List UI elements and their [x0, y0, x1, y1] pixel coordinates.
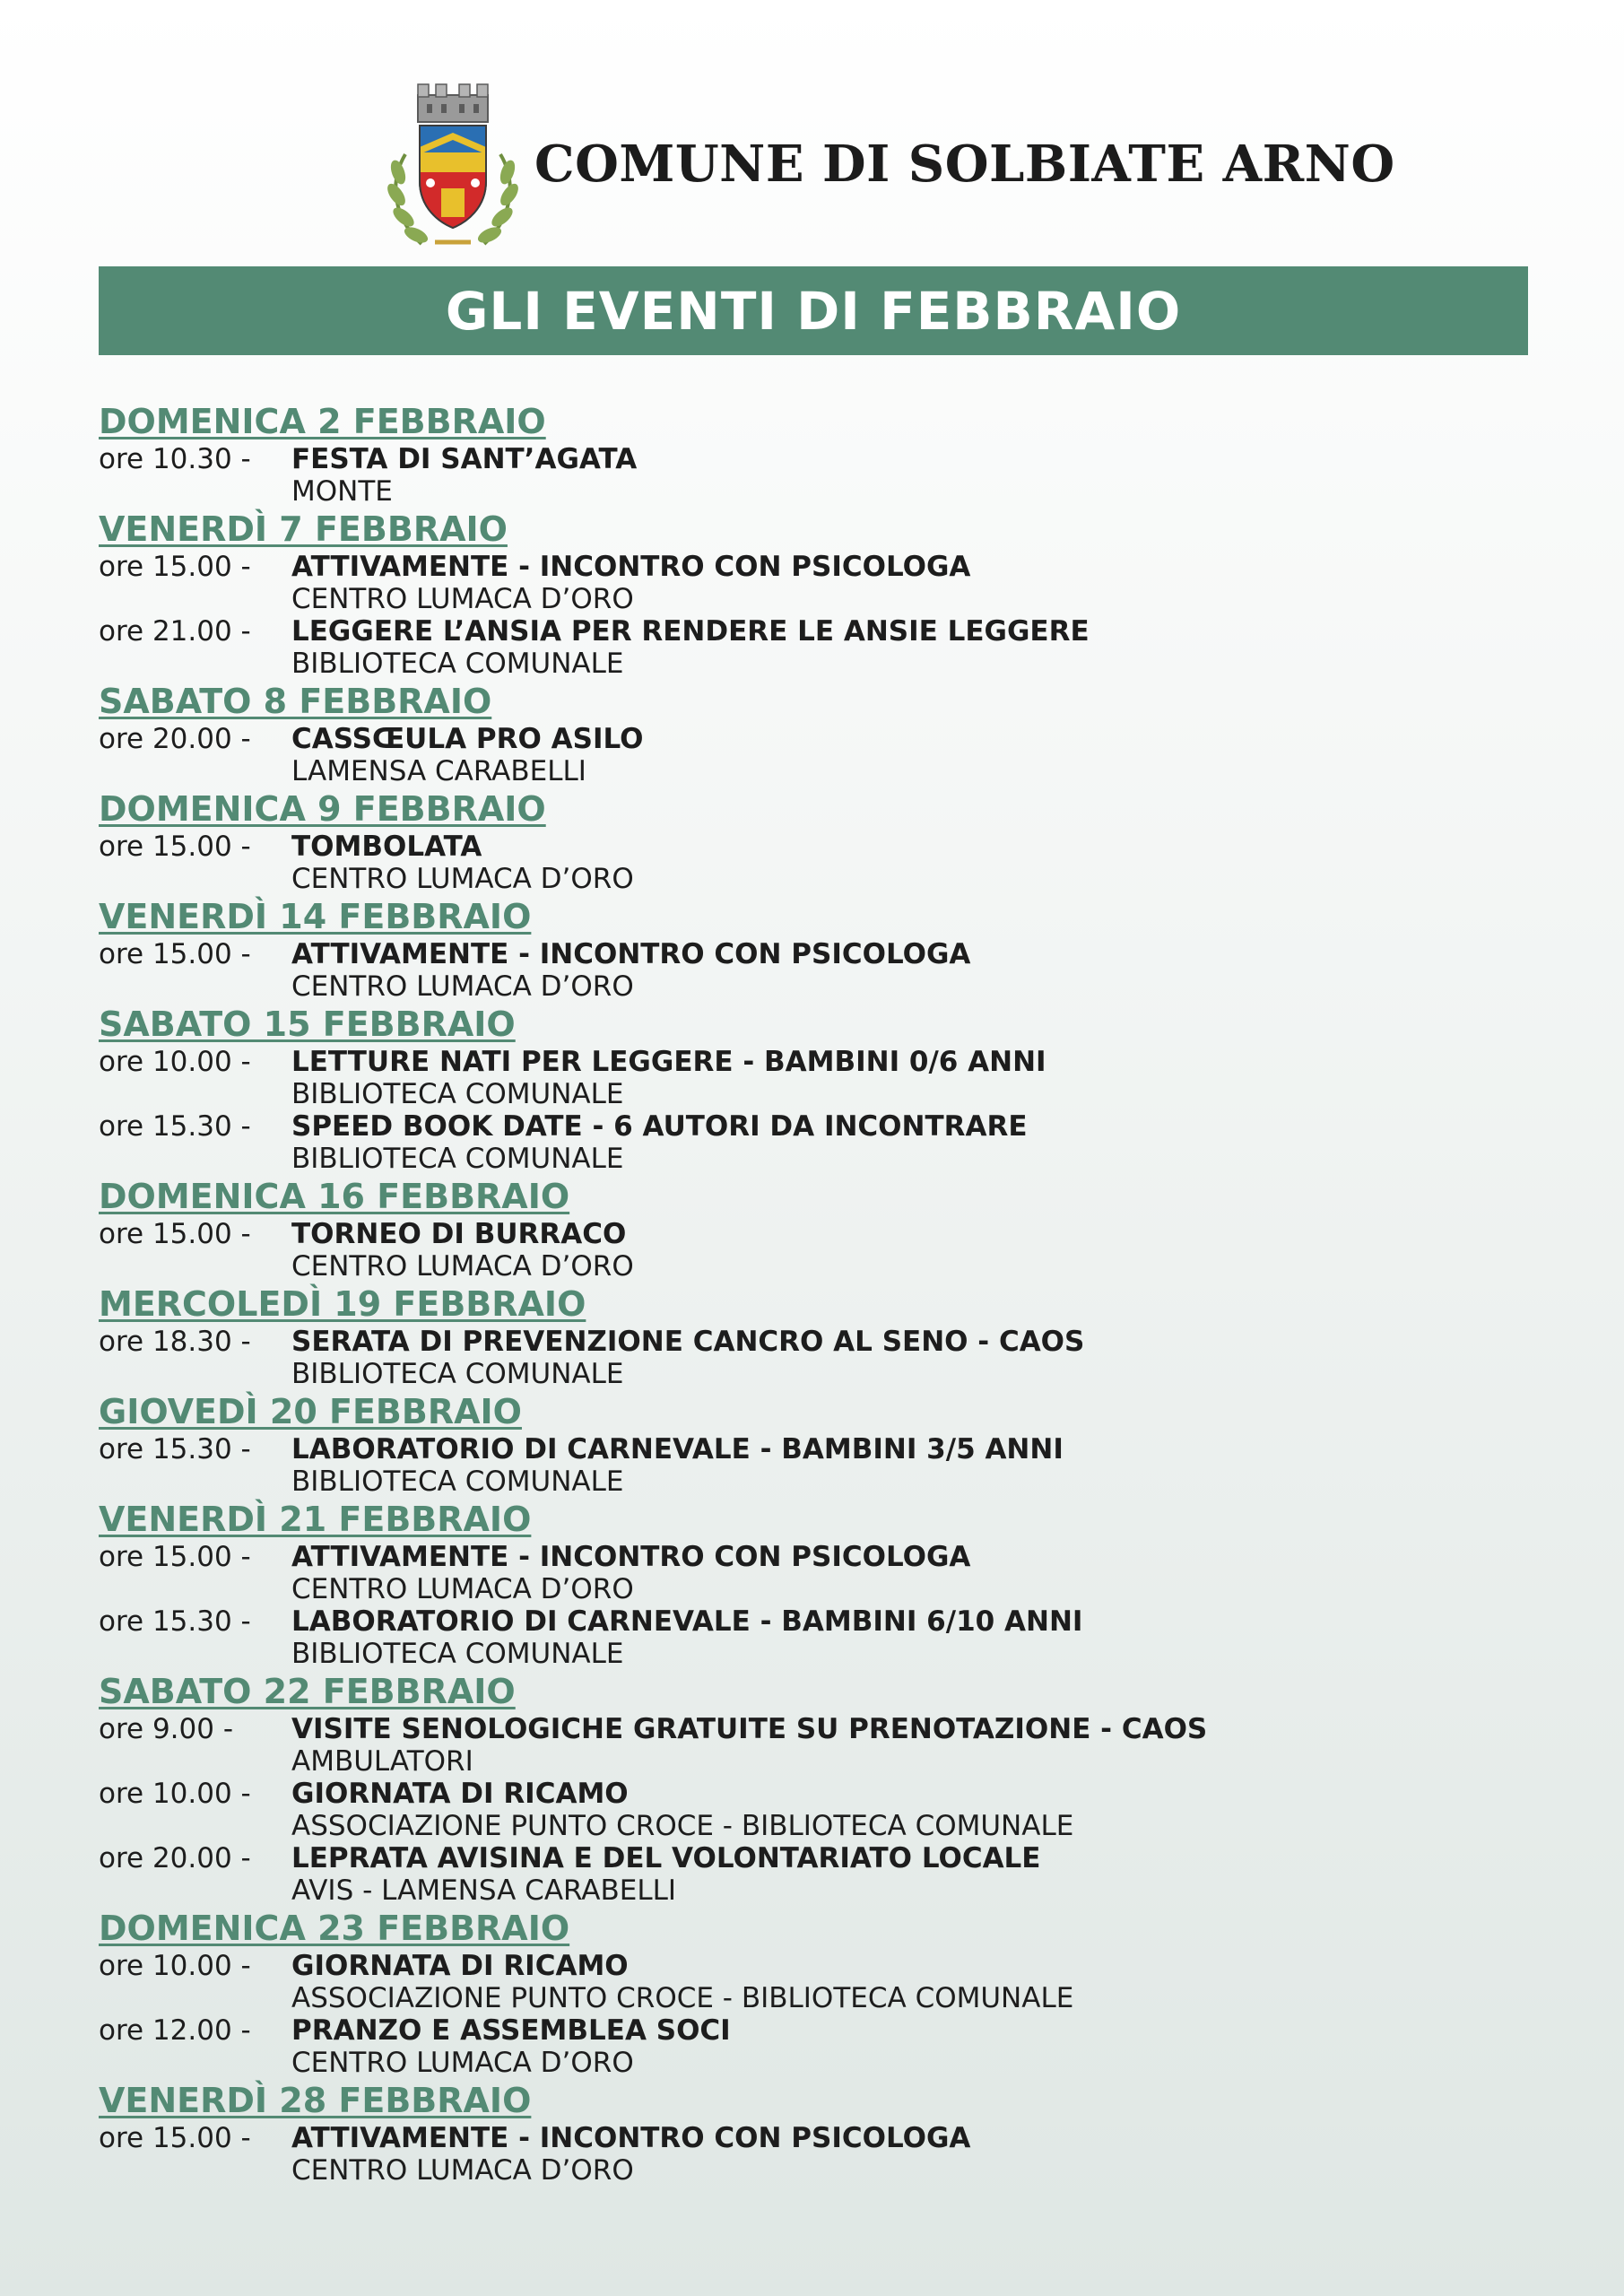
event-row: [99, 1950, 1533, 2014]
events-list: [99, 400, 1533, 2187]
event-day: [99, 2079, 1533, 2187]
event-row: [99, 723, 1533, 787]
event-day: [99, 1498, 1533, 1670]
event-place: CENTRO LUMACA D’ORO: [291, 1573, 634, 1605]
event-place: AMBULATORI: [291, 1745, 473, 1778]
event-place: CENTRO LUMACA D’ORO: [291, 970, 634, 1003]
event-detail: [291, 1326, 1533, 1390]
day-heading: DOMENICA 9 FEBBRAIO: [99, 789, 546, 829]
event-place: ASSOCIAZIONE PUNTO CROCE - BIBLIOTECA COMUNALE: [291, 1810, 1074, 1842]
event-day: [99, 400, 1533, 508]
event-row: [99, 1326, 1533, 1390]
event-time: ore 15.00 -: [99, 1218, 251, 1250]
event-row: [99, 1218, 1533, 1283]
event-detail: [291, 1541, 1533, 1605]
day-heading: MERCOLEDÌ 19 FEBBRAIO: [99, 1284, 586, 1324]
event-row: [99, 1605, 1533, 1670]
event-row: [99, 938, 1533, 1003]
event-row: [99, 1541, 1533, 1605]
event-title: TOMBOLATA: [291, 831, 482, 863]
day-heading: GIOVEDÌ 20 FEBBRAIO: [99, 1392, 522, 1431]
event-day: [99, 1175, 1533, 1283]
event-place: CENTRO LUMACA D’ORO: [291, 583, 634, 615]
event-detail: [291, 1110, 1533, 1175]
event-title: ATTIVAMENTE - INCONTRO CON PSICOLOGA: [291, 938, 971, 970]
event-title: GIORNATA DI RICAMO: [291, 1778, 629, 1810]
event-detail: [291, 1433, 1533, 1498]
day-heading: VENERDÌ 7 FEBBRAIO: [99, 509, 508, 549]
day-heading: DOMENICA 2 FEBBRAIO: [99, 402, 546, 441]
event-time: ore 15.00 -: [99, 1541, 251, 1573]
event-time: ore 20.00 -: [99, 1842, 251, 1874]
day-heading: DOMENICA 23 FEBBRAIO: [99, 1909, 570, 1948]
event-time: ore 15.30 -: [99, 1433, 251, 1465]
event-place: BIBLIOTECA COMUNALE: [291, 1143, 624, 1175]
event-title: LEPRATA AVISINA E DEL VOLONTARIATO LOCALE: [291, 1842, 1041, 1874]
event-title: CASSŒULA PRO ASILO: [291, 723, 644, 755]
day-heading: VENERDÌ 28 FEBBRAIO: [99, 2081, 532, 2120]
event-time: ore 15.30 -: [99, 1110, 251, 1143]
event-row: [99, 1713, 1533, 1778]
event-place: AVIS - LAMENSA CARABELLI: [291, 1874, 677, 1907]
event-place: CENTRO LUMACA D’ORO: [291, 2047, 634, 2079]
event-place: BIBLIOTECA COMUNALE: [291, 1078, 624, 1110]
event-time: ore 10.00 -: [99, 1778, 251, 1810]
event-place: LAMENSA CARABELLI: [291, 755, 586, 787]
event-time: ore 15.00 -: [99, 831, 251, 863]
event-row: [99, 1778, 1533, 1842]
event-row: [99, 1046, 1533, 1110]
event-time: ore 9.00 -: [99, 1713, 234, 1745]
event-place: BIBLIOTECA COMUNALE: [291, 648, 624, 680]
event-day: [99, 1003, 1533, 1175]
title-banner: [99, 266, 1528, 355]
event-detail: [291, 551, 1533, 615]
event-day: [99, 680, 1533, 787]
event-day: [99, 1390, 1533, 1498]
event-row: [99, 2122, 1533, 2187]
page-header: [0, 83, 1624, 253]
event-time: ore 12.00 -: [99, 2014, 251, 2047]
day-heading: VENERDÌ 14 FEBBRAIO: [99, 897, 532, 936]
day-heading: SABATO 22 FEBBRAIO: [99, 1672, 516, 1711]
event-time: ore 15.30 -: [99, 1605, 251, 1638]
day-heading: SABATO 15 FEBBRAIO: [99, 1004, 516, 1044]
event-title: SPEED BOOK DATE - 6 AUTORI DA INCONTRARE: [291, 1110, 1028, 1143]
event-place: CENTRO LUMACA D’ORO: [291, 2154, 634, 2187]
event-place: MONTE: [291, 475, 393, 508]
event-time: ore 20.00 -: [99, 723, 251, 755]
event-detail: [291, 1778, 1533, 1842]
event-time: ore 10.00 -: [99, 1046, 251, 1078]
event-place: BIBLIOTECA COMUNALE: [291, 1638, 624, 1670]
event-day: [99, 1283, 1533, 1390]
event-title: TORNEO DI BURRACO: [291, 1218, 627, 1250]
event-title: ATTIVAMENTE - INCONTRO CON PSICOLOGA: [291, 2122, 971, 2154]
event-title: LABORATORIO DI CARNEVALE - BAMBINI 3/5 ANNI: [291, 1433, 1064, 1465]
event-day: [99, 895, 1533, 1003]
event-day: [99, 508, 1533, 680]
day-heading: DOMENICA 16 FEBBRAIO: [99, 1177, 570, 1216]
event-detail: [291, 1950, 1533, 2014]
event-time: ore 15.00 -: [99, 2122, 251, 2154]
event-title: ATTIVAMENTE - INCONTRO CON PSICOLOGA: [291, 1541, 971, 1573]
municipality-name: COMUNE DI SOLBIATE ARNO: [534, 135, 1395, 194]
event-place: BIBLIOTECA COMUNALE: [291, 1465, 624, 1498]
day-heading: VENERDÌ 21 FEBBRAIO: [99, 1500, 532, 1539]
event-detail: [291, 2014, 1533, 2079]
event-place: CENTRO LUMACA D’ORO: [291, 863, 634, 895]
event-time: ore 21.00 -: [99, 615, 251, 648]
event-title: FESTA DI SANT’AGATA: [291, 443, 638, 475]
event-time: ore 10.30 -: [99, 443, 251, 475]
event-place: ASSOCIAZIONE PUNTO CROCE - BIBLIOTECA COMUNALE: [291, 1982, 1074, 2014]
event-detail: [291, 1842, 1533, 1907]
event-detail: [291, 723, 1533, 787]
municipal-crest-icon: [386, 83, 520, 253]
event-detail: [291, 1046, 1533, 1110]
event-row: [99, 551, 1533, 615]
event-detail: [291, 831, 1533, 895]
event-row: [99, 1110, 1533, 1175]
event-title: LABORATORIO DI CARNEVALE - BAMBINI 6/10 ANNI: [291, 1605, 1083, 1638]
event-row: [99, 831, 1533, 895]
event-detail: [291, 1713, 1533, 1778]
event-detail: [291, 443, 1533, 508]
event-row: [99, 1433, 1533, 1498]
event-detail: [291, 2122, 1533, 2187]
event-detail: [291, 615, 1533, 680]
event-row: [99, 2014, 1533, 2079]
event-title: LETTURE NATI PER LEGGERE - BAMBINI 0/6 ANNI: [291, 1046, 1046, 1078]
day-heading: SABATO 8 FEBBRAIO: [99, 682, 492, 721]
event-time: ore 18.30 -: [99, 1326, 251, 1358]
event-title: SERATA DI PREVENZIONE CANCRO AL SENO - CAOS: [291, 1326, 1085, 1358]
event-title: VISITE SENOLOGICHE GRATUITE SU PRENOTAZIONE - CAOS: [291, 1713, 1208, 1745]
event-place: CENTRO LUMACA D’ORO: [291, 1250, 634, 1283]
page-title: GLI EVENTI DI FEBBRAIO: [445, 280, 1182, 342]
event-time: ore 15.00 -: [99, 551, 251, 583]
event-day: [99, 1670, 1533, 1907]
event-time: ore 10.00 -: [99, 1950, 251, 1982]
event-row: [99, 615, 1533, 680]
event-title: LEGGERE L’ANSIA PER RENDERE LE ANSIE LEGGERE: [291, 615, 1090, 648]
event-row: [99, 443, 1533, 508]
event-day: [99, 787, 1533, 895]
event-detail: [291, 1218, 1533, 1283]
event-day: [99, 1907, 1533, 2079]
event-row: [99, 1842, 1533, 1907]
event-time: ore 15.00 -: [99, 938, 251, 970]
event-title: ATTIVAMENTE - INCONTRO CON PSICOLOGA: [291, 551, 971, 583]
event-title: GIORNATA DI RICAMO: [291, 1950, 629, 1982]
event-title: PRANZO E ASSEMBLEA SOCI: [291, 2014, 731, 2047]
event-place: BIBLIOTECA COMUNALE: [291, 1358, 624, 1390]
event-detail: [291, 938, 1533, 1003]
event-detail: [291, 1605, 1533, 1670]
